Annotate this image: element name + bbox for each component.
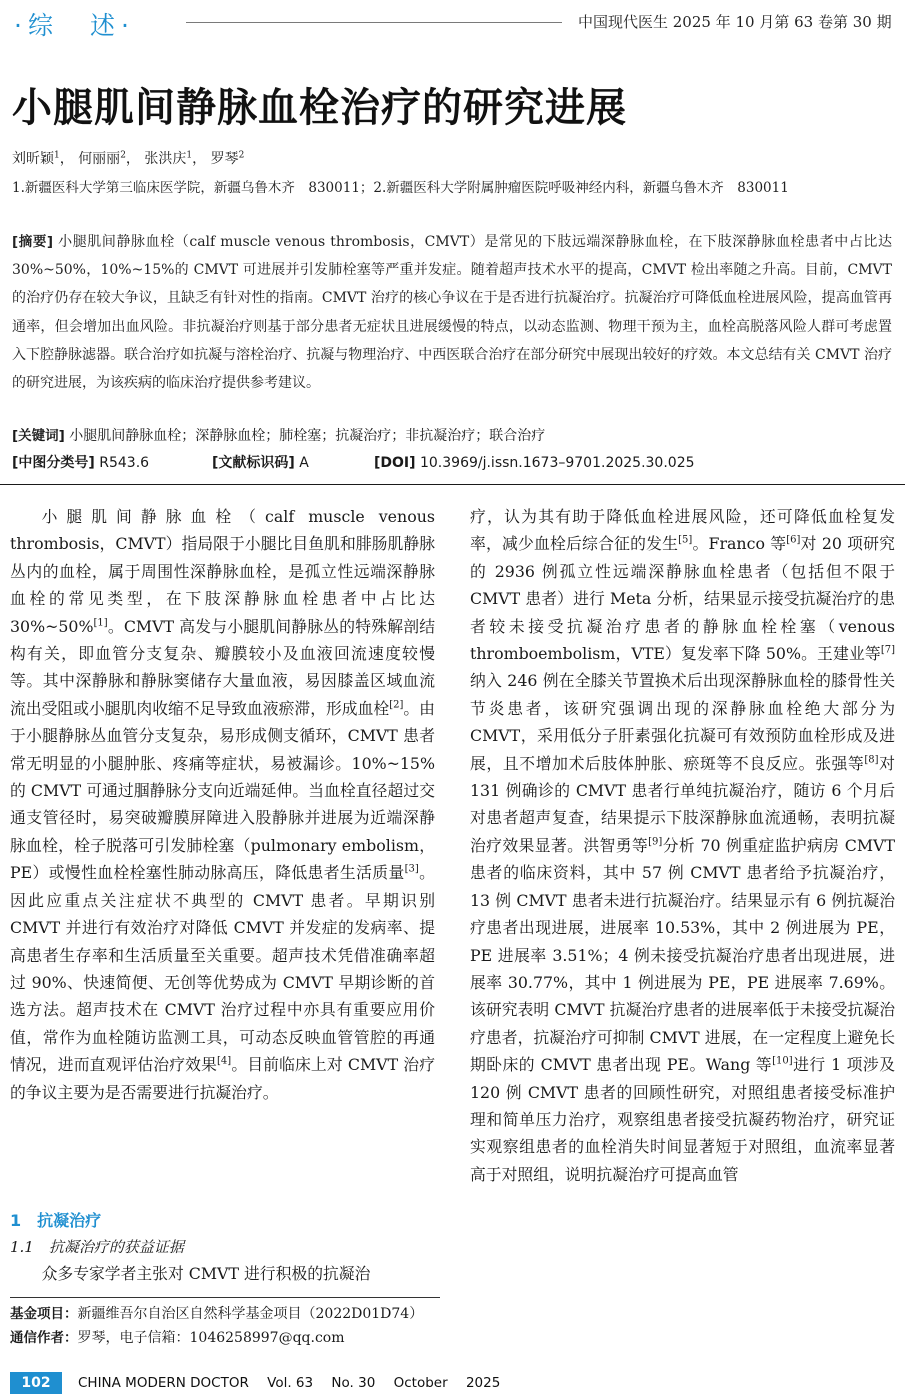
citation[interactable]: [1] [93,617,108,629]
keywords-text: 小腿肌间静脉血栓；深静脉血栓；肺栓塞；抗凝治疗；非抗凝治疗；联合治疗 [69,428,546,444]
author-affiliation-mark: 1 [54,150,60,161]
body-text: 纳入 246 例在全膝关节置换术后出现深静脉血栓的膝骨性关节炎患者，该研究强调出现的深静脉血栓绝大部分为 CMVT，采用低分子肝素强化抗凝可有效预防血栓形成及进展，且不增加术后肢体肿胀、瘀斑等不良反应。张强等 [470,671,895,773]
journal-issue: 中国现代医生 2025 年 10 月第 63 卷第 30 期 [578,13,892,31]
funding-note [10,1302,423,1323]
funding-text: 新疆维吾尔自治区自然科学基金项目（2022D01D74） [77,1306,424,1322]
author-name: 何丽丽 [78,151,121,167]
author-affiliation-mark: 2 [120,150,126,161]
body-text: 众多专家学者主张对 CMVT 进行积极的抗凝治 [41,1264,371,1283]
subsection-heading: 1.1 抗凝治疗的获益证据 [10,1238,184,1256]
body-text: 分析 70 例重症监护病房 CMVT 患者的临床资料，其中 57 例 CMVT 患者给予抗凝治疗，13 例 CMVT 患者未进行抗凝治疗。结果显示有 6 例抗凝治疗患者出现进展，进展率 10.53%，其中 2 例进展为 PE，PE 进展率 3.51%；4 例未接受抗凝治疗患者出现进展，进展率 30.77%，其中 1 例进展为 PE，PE 进展率 7.69%。该研究表明 CMVT 抗凝治疗患者的进展率低于未接受抗凝治疗患者，抗凝治疗可抑制 CMVT 进展，在一定程度上避免长期卧床的 CMVT 患者出现 PE。Wang 等 [470,835,895,1075]
body-text: 对 131 例确诊的 CMVT 患者行单纯抗凝治疗，随访 6 个月后对患者超声复查，结果提示下肢深静脉血流通畅，表明抗凝治疗效果显著。洪智勇等 [470,753,895,855]
citation[interactable]: [7] [880,644,895,656]
body-text: 小腿肌间静脉血栓（calf muscle venous thrombosis，CMVT）指局限于小腿比目鱼肌和腓肠肌静脉丛内的血栓，属于周围性深静脉血栓，是孤立性远端深静脉血栓的常见类型，在下肢深静脉血栓患者中占比达 30%~50% [10,507,435,636]
doc-value: A [299,455,309,471]
footnote-rule [10,1297,440,1298]
corresp-text[interactable]: 罗琴，电子信箱：1046258997@qq.com [77,1330,345,1346]
citation[interactable]: [9] [648,836,663,848]
keywords-label: [关键词] [12,428,65,444]
doi-label: [DOI] [374,455,416,471]
body-column-right [470,503,895,1188]
citation[interactable]: [4] [217,1055,232,1067]
body-paragraph [10,503,435,1106]
section-tag: ·综 述· [14,11,135,40]
clc-value: R543.6 [99,455,150,471]
author-affiliation-mark: 1 [186,150,193,161]
journal-year: 2025 [465,1375,501,1391]
footer-journal [78,1372,514,1394]
abstract-label: [摘要] [12,234,54,250]
body-text: 进行 1 项涉及 120 例 CMVT 患者的回顾性研究，对照组患者接受标准护理和简单压力治疗，观察组患者接受抗凝药物治疗，研究证实观察组患者的血栓消失时间显著短于对照组，血流率显著高于对照组，说明抗凝治疗可提高血管 [470,1055,895,1184]
citation[interactable]: [2] [389,699,404,711]
body-text: 。因此应重点关注症状不典型的 CMVT 患者。早期识别 CMVT 并进行有效治疗对降低 CMVT 并发症的发病率、提高患者生存率和生活质量至关重要。超声技术凭借准确率超过 90%、快速简便、无创等优势成为 CMVT 早期诊断的首选方法。超声技术在 CMVT 治疗过程中亦具有重要应用价值，常作为血栓随访监测工具，可动态反映血管管腔的再通情况，进而直观评估治疗效果 [10,863,435,1075]
author-name: 刘昕颖 [12,151,54,167]
keywords [12,425,892,447]
corresponding-author [10,1326,345,1347]
body-paragraph [470,503,895,1188]
author-name: 罗琴 [210,151,239,167]
body-text: 。Franco 等 [692,534,787,554]
body-text: 疗，认为其有助于降低血栓进展风险，还可降低血栓复发率，减少血栓后综合征的发生 [470,507,895,554]
clc-label: [中图分类号] [12,455,95,471]
citation[interactable]: [5] [678,535,693,547]
citation[interactable]: [3] [404,864,419,876]
body-text: 对 20 项研究的 2936 例孤立性远端深静脉血栓患者（包括但不限于 CMVT 患者）进行 Meta 分析，结果显示接受抗凝治疗的患者较未接受抗凝治疗患者的静脉血栓栓塞（venous thromboembolism，VTE）复发率下降 50%。王建业等 [470,534,895,664]
section-divider [0,484,905,485]
header-rule [186,22,562,23]
affiliation: 1.新疆医科大学第三临床医学院，新疆乌鲁木齐 830011；2.新疆医科大学附属肿瘤医院呼吸神经内科，新疆乌鲁木齐 830011 [12,180,789,196]
journal-volume: Vol. 63 [267,1375,314,1391]
doi-value[interactable]: 10.3969/j.issn.1673–9701.2025.30.025 [419,455,695,471]
journal-name-en: CHINA MODERN DOCTOR [78,1375,249,1391]
citation[interactable]: [6] [786,535,801,547]
body-column-left [10,503,435,1106]
journal-number: No. 30 [331,1375,376,1391]
page-number: 102 [10,1372,62,1394]
citation[interactable]: [10] [772,1055,793,1067]
corresp-label: 通信作者： [10,1330,78,1346]
abstract [12,228,892,397]
abstract-text: 小腿肌间静脉血栓（calf muscle venous thrombosis，CMVT）是常见的下肢远端深静脉血栓，在下肢深静脉血栓患者中占比达 30%~50%，10%~15%的 CMVT 可进展并引发肺栓塞等严重并发症。随着超声技术水平的提高，CMVT 检出率随之升高。目前，CMVT 的治疗仍存在较大争议，且缺乏有针对性的指南。CMVT 治疗的核心争议在于是否进行抗凝治疗。抗凝治疗可降低血栓进展风险，提高血管再通率，但会增加出血风险。非抗凝治疗则基于部分患者无症状且进展缓慢的特点，以动态监测、物理干预为主，血栓高脱落风险人群可考虑置入下腔静脉滤器。联合治疗如抗凝与溶栓治疗、抗凝与物理治疗、中西医联合治疗在部分研究中展现出较好的疗效。本文总结有关 CMVT 治疗的研究进展，为该疾病的临床治疗提供参考建议。 [12,234,893,392]
body-text: 。目前临床上对 CMVT 治疗的争议主要为是否需要进行抗凝治疗。 [10,1055,435,1102]
author-affiliation-mark: 2 [238,150,245,161]
doc-label: [文献标识码] [212,455,295,471]
citation[interactable]: [8] [864,754,879,766]
section-heading: 1 抗凝治疗 [10,1211,102,1230]
funding-label: 基金项目： [10,1306,78,1322]
journal-month: October [393,1375,448,1391]
article-title: 小腿肌间静脉血栓治疗的研究进展 [12,85,627,131]
body-text: 。由于小腿静脉丛血管分支复杂，易形成侧支循环，CMVT 患者常无明显的小腿肿胀、疼痛等症状，易被漏诊。10%~15%的 CMVT 可通过腘静脉分支向近端延伸。当血栓直径超过交通支管径时，易突破瓣膜屏障进入股静脉并进展为近端深静脉血栓，栓子脱落可引发肺栓塞（pulmonary embolism，PE）或慢性血栓栓塞性肺动脉高压，降低患者生活质量 [10,698,435,883]
author-list: 刘昕颖$^1$， 何丽丽$^2$， 张洪庆$^1$， 罗琴$^2$ [12,150,245,167]
body-text: 。CMVT 高发与小腿肌间静脉丛的特殊解剖结构有关，即血管分支复杂、瓣膜较小及血液回流速度较慢等。其中深静脉和静脉窦储存大量血液，易因膝盖区域血流流出受阻或小腿肌肉收缩不足导致血液瘀滞，形成血栓 [10,616,435,718]
author-name: 张洪庆 [144,151,187,167]
